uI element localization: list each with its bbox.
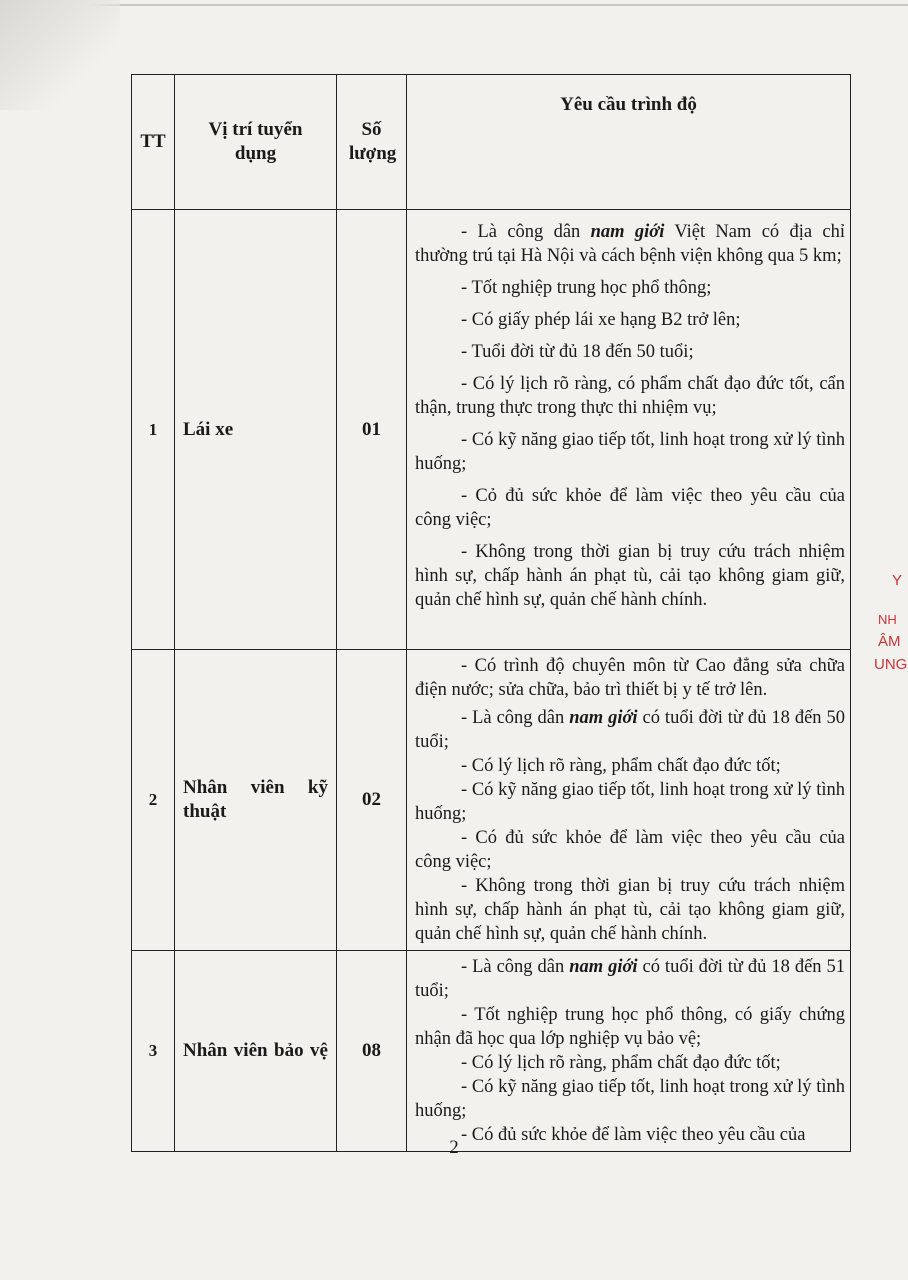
requirement-item [415, 340, 845, 364]
requirement-item [415, 308, 845, 332]
requirement-item [415, 1075, 845, 1123]
requirement-item [415, 754, 845, 778]
requirement-item [415, 372, 845, 420]
requirement-text: - Có lý lịch rõ ràng, có phẩm chất đạo đức tốt, cẩn thận, trung thực trong thực thi nhiệm vụ; [415, 374, 845, 418]
stamp-text: UNG [874, 656, 908, 673]
requirement-text: - Có giấy phép lái xe hạng B2 trở lên; [461, 310, 741, 330]
row-number: 3 [132, 951, 175, 1152]
page-edge [0, 4, 908, 6]
page-number: 2 [449, 1137, 459, 1158]
position-quantity: 01 [337, 210, 407, 650]
requirement-item [415, 484, 845, 532]
position-name: Nhân viên kỹ thuật [175, 650, 337, 951]
requirement-text: - Có đủ sức khỏe để làm việc theo yêu cầu của [461, 1125, 806, 1145]
requirement-text: - Có trình độ chuyên môn từ Cao đẳng sửa chữa điện nước; sửa chữa, bảo trì thiết bị y tế trở lên. [415, 656, 845, 700]
requirement-text: - Tuổi đời từ đủ 18 đến 50 tuổi; [461, 342, 694, 362]
requirement-text: - Có lý lịch rõ ràng, phẩm chất đạo đức tốt; [461, 756, 781, 776]
requirement-text: - Không trong thời gian bị truy cứu trách nhiệm hình sự, chấp hành án phạt tù, cải tạo không giam giữ, quản chế hình sự, quản chế hành chính. [415, 876, 845, 944]
row-number: 1 [132, 210, 175, 650]
requirement-text: - Có kỹ năng giao tiếp tốt, linh hoạt trong xử lý tình huống; [415, 430, 845, 474]
requirement-text: - Có đủ sức khỏe để làm việc theo yêu cầu của công việc; [415, 828, 845, 872]
table-header-row [132, 75, 851, 210]
row-number: 2 [132, 650, 175, 951]
requirement-item [415, 1051, 845, 1075]
folded-corner [0, 0, 120, 110]
requirement-text: - Có lý lịch rõ ràng, phẩm chất đạo đức tốt; [461, 1053, 781, 1073]
requirement-item [415, 778, 845, 826]
requirement-text: - Là công dân [461, 222, 591, 242]
emphasis-text: nam giới [590, 222, 665, 242]
header-requirements: Yêu cầu trình độ [407, 75, 851, 210]
emphasis-text: nam giới [569, 708, 638, 728]
position-name: Lái xe [175, 210, 337, 650]
position-name: Nhân viên bảo vệ [175, 951, 337, 1152]
requirement-text: có tuổi đời từ đủ 18 đến 51 tuổi; [415, 957, 846, 1001]
table-row [132, 951, 851, 1152]
requirement-item [415, 706, 845, 754]
position-quantity: 02 [337, 650, 407, 951]
header-position: Vị trí tuyển dụng [175, 75, 337, 210]
requirement-text: - Là công dân [461, 957, 570, 977]
table-row [132, 650, 851, 951]
requirement-item [415, 428, 845, 476]
requirement-text: - Có kỹ năng giao tiếp tốt, linh hoạt trong xử lý tình huống; [415, 780, 845, 824]
requirement-item [415, 955, 845, 1003]
position-quantity: 08 [337, 951, 407, 1152]
recruitment-table [131, 74, 851, 1152]
requirement-text: - Có kỹ năng giao tiếp tốt, linh hoạt trong xử lý tình huống; [415, 1077, 845, 1121]
requirement-text: - Tốt nghiệp trung học phổ thông, có giấy chứng nhận đã học qua lớp nghiệp vụ bảo vệ; [415, 1005, 845, 1049]
requirement-item [415, 540, 845, 612]
red-stamp-fragment [868, 560, 908, 730]
emphasis-text: nam giới [569, 957, 638, 977]
requirement-item [415, 874, 845, 946]
requirement-item [415, 276, 845, 300]
requirement-text: Việt Nam có địa chỉ thường trú tại Hà Nội và cách bệnh viện không qua 5 km; [415, 222, 845, 266]
table-row [132, 210, 851, 650]
requirement-item [415, 1003, 845, 1051]
requirement-item [415, 220, 845, 268]
requirement-text: - Cỏ đủ sức khỏe để làm việc theo yêu cầu của công việc; [415, 486, 845, 530]
header-tt: TT [132, 75, 175, 210]
requirements-cell [407, 650, 851, 951]
requirement-text: - Không trong thời gian bị truy cứu trách nhiệm hình sự, chấp hành án phạt tù, cải tạo không giam giữ, quản chế hình sự, quản chế hành chính. [415, 542, 845, 610]
requirement-item [415, 654, 845, 702]
requirement-item [415, 826, 845, 874]
requirements-cell [407, 951, 851, 1152]
stamp-text: Y [892, 572, 903, 589]
requirement-text: có tuổi đời từ đủ 18 đến 50 tuổi; [415, 708, 846, 752]
requirements-cell [407, 210, 851, 650]
stamp-text: NH [878, 612, 897, 627]
header-quantity: Số lượng [337, 75, 407, 210]
stamp-text: ÂM [878, 633, 901, 650]
requirement-text: - Tốt nghiệp trung học phổ thông; [461, 278, 712, 298]
requirement-text: - Là công dân [461, 708, 570, 728]
